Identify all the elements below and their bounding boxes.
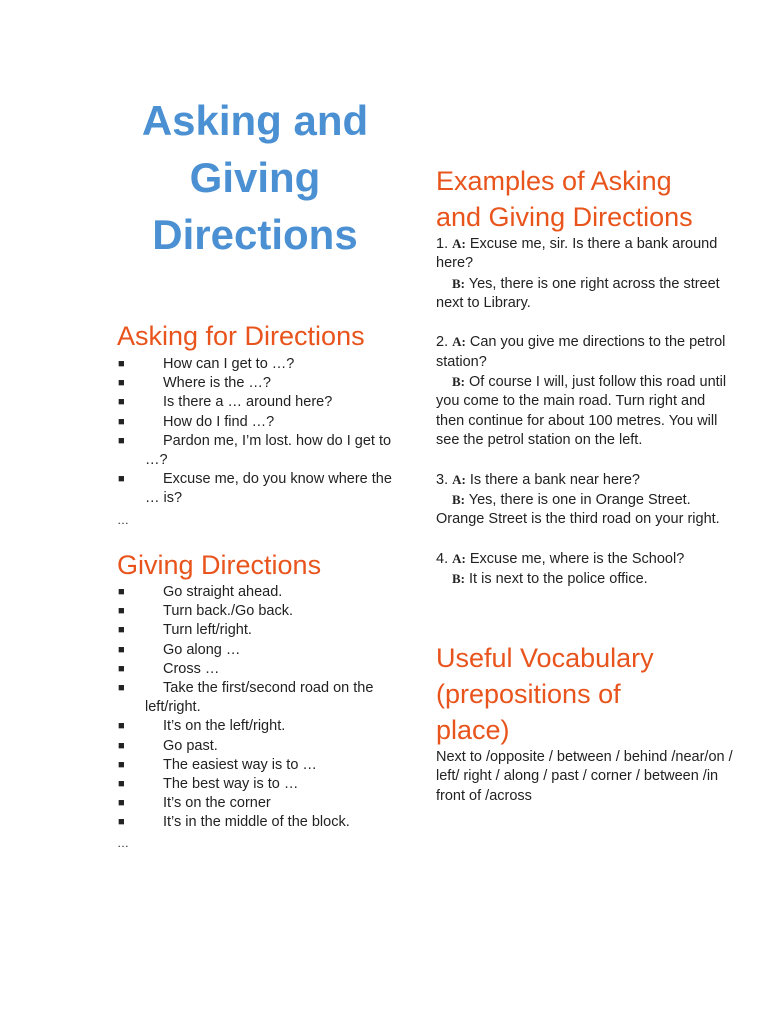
- asking-list: [118, 355, 408, 509]
- list-item: ■ Is there a … around here?: [118, 393, 408, 412]
- bullet-icon: ■: [118, 434, 125, 447]
- list-item: ■ Go past.: [118, 737, 408, 756]
- bullet-icon: ■: [118, 682, 125, 695]
- bullet-icon: ■: [118, 758, 125, 771]
- speaker-a-label: A:: [452, 550, 466, 566]
- list-item: ■ Go along …: [118, 641, 408, 660]
- giving-ellipsis: …: [117, 836, 129, 850]
- asking-ellipsis: …: [117, 513, 129, 527]
- list-item: ■ Turn left/right.: [118, 621, 408, 640]
- speaker-a-label: A:: [452, 471, 466, 487]
- bullet-icon: ■: [118, 720, 125, 733]
- vocabulary-heading-line: place): [436, 715, 510, 745]
- speaker-b-label: B:: [452, 275, 465, 291]
- title-line: Directions: [152, 211, 358, 258]
- vocabulary-text: Next to /opposite / between / behind /near/on / left/ right / along / past / corner / between /in front of /across: [436, 749, 733, 804]
- title-line: Giving: [189, 154, 321, 201]
- list-item: ■ Go straight ahead.: [118, 583, 408, 602]
- examples-heading-line: and Giving Directions: [436, 202, 693, 232]
- vocabulary-heading-line: Useful Vocabulary: [436, 643, 654, 673]
- vocabulary-heading-line: (prepositions of: [436, 679, 621, 709]
- title-line: Asking and: [141, 97, 369, 144]
- example-a-line: 3. A: Is there a bank near here?: [436, 471, 640, 488]
- example-item: [436, 549, 736, 590]
- speaker-b-label: B:: [452, 571, 465, 587]
- bullet-icon: ■: [118, 797, 125, 810]
- bullet-icon: ■: [118, 605, 125, 618]
- speaker-b-label: B:: [452, 491, 465, 507]
- bullet-icon: ■: [118, 586, 125, 598]
- example-b-line: B: Yes, there is one in Orange Street. Orange Street is the third road on your right.: [436, 491, 720, 528]
- list-item: ■ Take the first/second road on the left/right.: [118, 680, 374, 716]
- giving-list: [118, 583, 408, 833]
- list-item: ■ The best way is to …: [118, 775, 408, 794]
- bullet-icon: ■: [118, 396, 125, 409]
- list-item: ■ It’s on the corner: [118, 794, 408, 813]
- bullet-icon: ■: [118, 358, 125, 370]
- bullet-icon: ■: [118, 415, 125, 428]
- list-item: ■ Turn back./Go back.: [118, 602, 408, 621]
- speaker-a-label: A:: [452, 334, 466, 350]
- vocabulary-heading: [436, 640, 654, 748]
- bullet-icon: ■: [118, 662, 125, 675]
- bullet-icon: ■: [118, 739, 125, 752]
- list-item: ■ Where is the …?: [118, 374, 408, 393]
- example-b-line: B: It is next to the police office.: [452, 571, 648, 588]
- page-title: [100, 92, 410, 263]
- examples-heading: [436, 163, 693, 235]
- bullet-icon: ■: [118, 816, 125, 829]
- bullet-icon: ■: [118, 473, 125, 486]
- list-item: ■ The easiest way is to …: [118, 756, 408, 775]
- list-item: ■ Pardon me, I’m lost. how do I get to …?: [118, 432, 392, 469]
- list-item: ■ Excuse me, do you know where the … is?: [118, 471, 392, 507]
- example-b-line: B: Of course I will, just follow this road until you come to the main road. Turn right and then continue for about 100 metres. You will see the petrol station on the left.: [436, 374, 727, 448]
- list-item: ■ How do I find …?: [118, 413, 408, 432]
- list-item: ■ Cross …: [118, 660, 408, 679]
- example-a-line: 4. A: Excuse me, where is the School?: [436, 550, 685, 567]
- examples-list: [436, 234, 736, 609]
- asking-heading: Asking for Directions: [117, 321, 365, 351]
- example-item: [436, 470, 736, 530]
- list-item: ■ It’s on the left/right.: [118, 717, 408, 736]
- bullet-icon: ■: [118, 624, 125, 637]
- bullet-icon: ■: [118, 377, 125, 390]
- example-item: [436, 332, 736, 450]
- bullet-icon: ■: [118, 778, 125, 791]
- example-b-line: B: Yes, there is one right across the street next to Library.: [436, 275, 720, 311]
- example-a-line: 1. A: Excuse me, sir. Is there a bank around here?: [436, 236, 718, 272]
- example-item: [436, 234, 736, 313]
- giving-heading: Giving Directions: [117, 550, 322, 580]
- speaker-b-label: B:: [452, 374, 465, 390]
- list-item: ■ How can I get to …?: [118, 355, 408, 374]
- list-item: ■ It’s in the middle of the block.: [118, 813, 408, 832]
- speaker-a-label: A:: [452, 236, 466, 251]
- example-a-line: 2. A: Can you give me directions to the petrol station?: [436, 334, 726, 370]
- examples-heading-line: Examples of Asking: [436, 166, 672, 196]
- bullet-icon: ■: [118, 643, 125, 656]
